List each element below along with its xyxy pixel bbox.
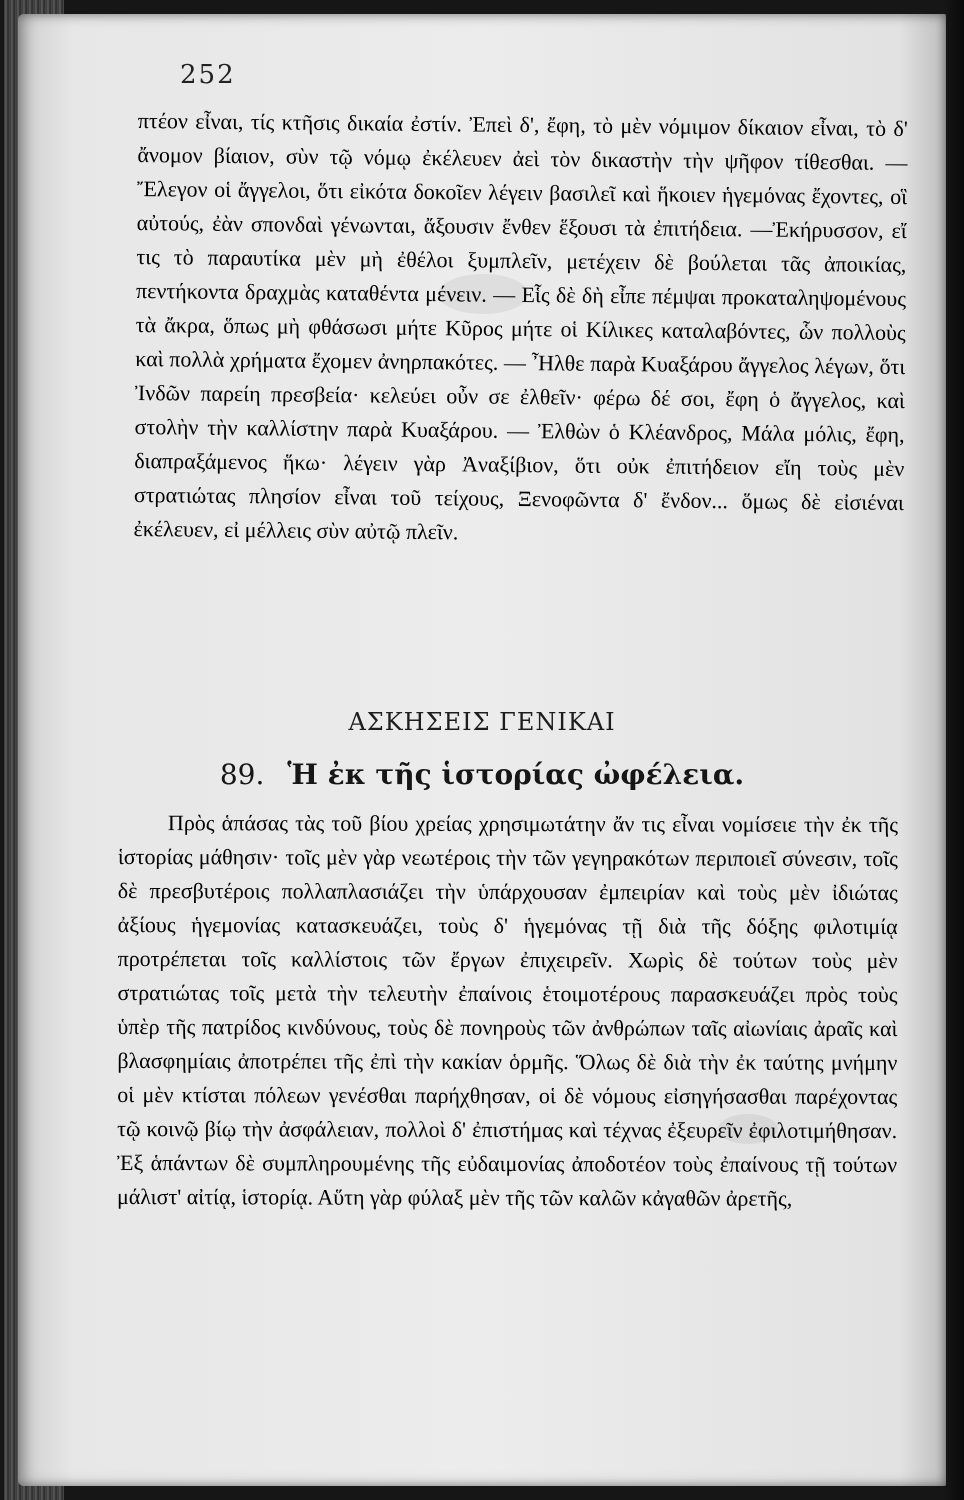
exercise-title: Ἡ ἐκ τῆς ἱστορίας ὠφέλεια. [287,758,745,791]
exercise-number: 89. [219,758,265,791]
page-number: 252 [180,60,236,90]
passage-text-top: πτέον εἶναι, τίς κτῆσις δικαία ἐστίν. Ἐπεὶ δ', ἔφη, τὸ μὲν νόμιμον δίκαιον εἶναι, τὸ δ' ἄνομον βίαιον, σὺν τῷ νόμῳ ἐκέλευεν ἀεὶ τὸν δικαστὴν τὴν ψῆφον τίθεσθαι. —Ἔλεγον οἱ ἄγγελοι, ὅτι εἰκότα δοκοῖεν λέγειν βασιλεῖ καὶ ἥκοιεν ἡγεμόνας ἔχοντες, οἳ αὐτούς, ἐὰν σπονδαὶ γένωνται, ἄξουσιν ἔνθεν ἕξουσι τὰ ἐπιτήδεια. —Ἐκήρυσσον, εἴ τις τὸ παραυτίκα μὲν μὴ ἐθέλοι ξυμπλεῖν, μετέχειν δὲ βούλεται τᾶς ἀποικίας, πεντήκοντα δραχμὰς καταθέντα μένειν. — Εἷς δὲ δὴ εἶπε πέμψαι προκαταληψομένους τὰ ἄκρα, ὅπως μὴ φθάσωσι μήτε Κῦρος μήτε οἱ Κίλικες καταλαβόντες, ὧν πολλοὺς καὶ πολλὰ χρήματα ἔχομεν ἀνηρπακότες. — Ἦλθε παρὰ Κυαξάρου ἄγγελος λέγων, ὅτι Ἰνδῶν παρείη πρεσβεία· κελεύει οὖν σε ἐλθεῖν· φέρω δέ σοι, ἔφη ὁ ἄγγελος, καὶ στολὴν τὴν καλλίστην παρὰ Κυαξάρου. — Ἐλθὼν ὁ Κλέανδρος, Μάλα μόλις, ἔφη, διαπραξάμενος ἥκω· λέγειν γὰρ Ἀναξίβιον, ὅτι οὐκ ἐπιτήδειον εἴη τοὺς μὲν στρατιώτας πλησίον εἶναι τοῦ τείχους, Ξενοφῶντα δ' ἔνδον... ὅμως δὲ εἰσιέναι ἐκέλευεν, εἰ μέλλεις σὺν αὐτῷ πλεῖν. [133,107,908,545]
exercise-heading [0,758,964,791]
binding-shadow [944,0,964,1500]
section-heading: ΑΣΚΗΣΕΙΣ ΓΕΝΙΚΑΙ [348,708,616,736]
passage-text-exercise: Πρὸς ἁπάσας τὰς τοῦ βίου χρείας χρησιμωτάτην ἄν τις εἶναι νομίσειε τὴν ἐκ τῆς ἱστορίας μάθησιν· τοῖς μὲν γὰρ νεωτέροις τὴν τῶν γεγηρακότων περιποιεῖ σύνεσιν, τοῖς δὲ πρεσβυτέροις πολλαπλασιάζει τὴν ὑπάρχουσαν ἐμπειρίαν καὶ τοὺς μὲν ἰδιώτας ἀξίους ἡγεμονίας κατασκευάζει, τοὺς δ' ἡγεμόνας τῇ διὰ τῆς δόξης φιλοτιμίᾳ προτρέπεται τοῖς καλλίστοις τῶν ἔργων ἐπιχειρεῖν. Χωρὶς δὲ τούτων τοὺς μὲν στρατιώτας τοῖς μετὰ τὴν τελευτὴν ἐπαίνοις ἑτοιμοτέρους παρασκευάζει πρὸς τοὺς ὑπὲρ τῆς πατρίδος κινδύνους, τοὺς δὲ πονηροὺς τῶν ἀνθρώπων ταῖς αἰωνίαις ἀραῖς καὶ βλασφημίαις ἀποτρέπει τῆς ἐπὶ τὴν κακίαν ὁρμῆς. Ὅλως δὲ διὰ τὴν ἐκ ταύτης μνήμην οἱ μὲν κτίσται πόλεων γενέσθαι παρήχθησαν, οἱ δὲ νόμους εἰσηγήσασθαι παρέχοντας τῷ κοινῷ βίῳ τὴν ἀσφάλειαν, πολλοὶ δ' ἐπιστήμας καὶ τέχνας ἐξευρεῖν ἐφιλοτιμήθησαν. Ἐξ ἁπάντων δὲ συμπληρουμένης τῆς εὐδαιμονίας ἀποδοτέον τοὺς ἐπαίνους τῇ τούτων μάλιστ' αἰτίᾳ, ἱστορίᾳ. Αὕτη γὰρ φύλαξ μὲν τῆς τῶν καλῶν κἀγαθῶν ἀρετῆς, [116,810,898,1211]
